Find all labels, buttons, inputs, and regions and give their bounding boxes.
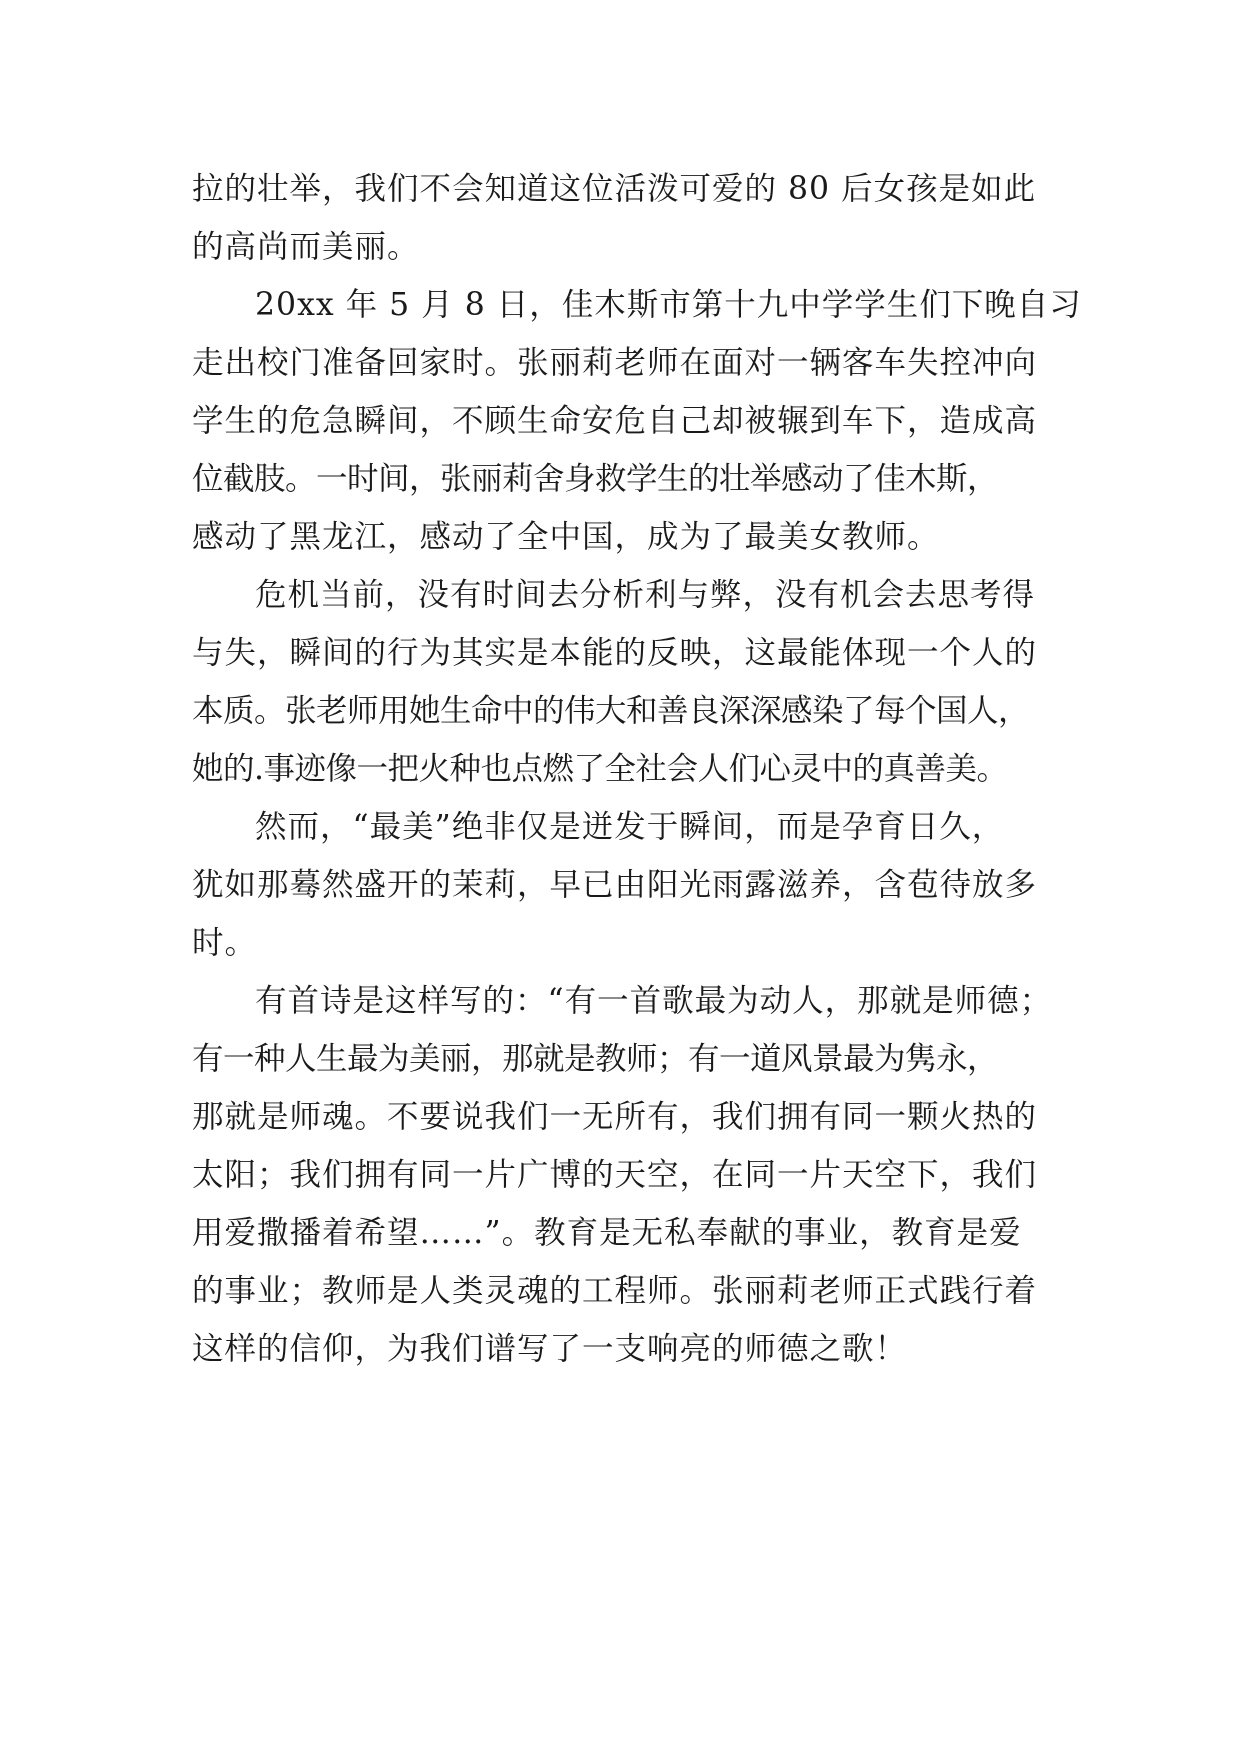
paragraph-4 <box>192 798 1052 972</box>
paragraph-3 <box>192 566 1052 798</box>
text-line: 与失，瞬间的行为其实是本能的反映，这最能体现一个人的 <box>192 635 1038 671</box>
text-line: 有首诗是这样写的：“有一首歌最为动人，那就是师德； <box>255 983 1053 1019</box>
text-line: 然而，“最美”绝非仅是迸发于瞬间，而是孕育日久， <box>255 809 1005 845</box>
text-line: 本质。张老师用她生命中的伟大和善良深深感染了每个国人， <box>192 693 1030 729</box>
text-line: 位截肢。一时间，张丽莉舍身救学生的壮举感动了佳木斯， <box>192 461 999 497</box>
text-line: 太阳；我们拥有同一片广博的天空，在同一片天空下，我们 <box>192 1157 1038 1193</box>
paragraph-1 <box>192 160 1052 276</box>
text-line: 走出校门准备回家时。张丽莉老师在面对一辆客车失控冲向 <box>192 345 1038 381</box>
text-line: 危机当前，没有时间去分析利与弊，没有机会去思考得 <box>255 577 1036 613</box>
text-line: 拉的壮举，我们不会知道这位活泼可爱的 80 后女孩是如此 <box>192 171 1037 207</box>
text-line: 感动了黑龙江，感动了全中国，成为了最美女教师。 <box>192 519 940 555</box>
text-line: 她的.事迹像一把火种也点燃了全社会人们心灵中的真善美。 <box>192 751 1008 787</box>
text-line: 的事业；教师是人类灵魂的工程师。张丽莉老师正式践行着 <box>192 1273 1038 1309</box>
text-line: 的高尚而美丽。 <box>192 229 420 265</box>
text-line: 学生的危急瞬间，不顾生命安危自己却被辗到车下，造成高 <box>192 403 1038 439</box>
paragraph-2 <box>192 276 1082 566</box>
text-line: 20xx 年 5 月 8 日，佳木斯市第十九中学学生们下晚自习 <box>255 287 1082 323</box>
text-line: 那就是师魂。不要说我们一无所有，我们拥有同一颗火热的 <box>192 1099 1038 1135</box>
paragraph-5 <box>192 972 1052 1378</box>
text-line: 这样的信仰，为我们谱写了一支响亮的师德之歌！ <box>192 1331 908 1367</box>
text-line: 有一种人生最为美丽，那就是教师；有一道风景最为隽永， <box>192 1041 999 1077</box>
document-body <box>192 160 1082 1378</box>
text-line: 用爱撒播着希望……”。教育是无私奉献的事业，教育是爱 <box>192 1215 1022 1251</box>
text-line: 犹如那蓦然盛开的茉莉，早已由阳光雨露滋养，含苞待放多 <box>192 867 1038 903</box>
text-line: 时。 <box>192 925 258 961</box>
